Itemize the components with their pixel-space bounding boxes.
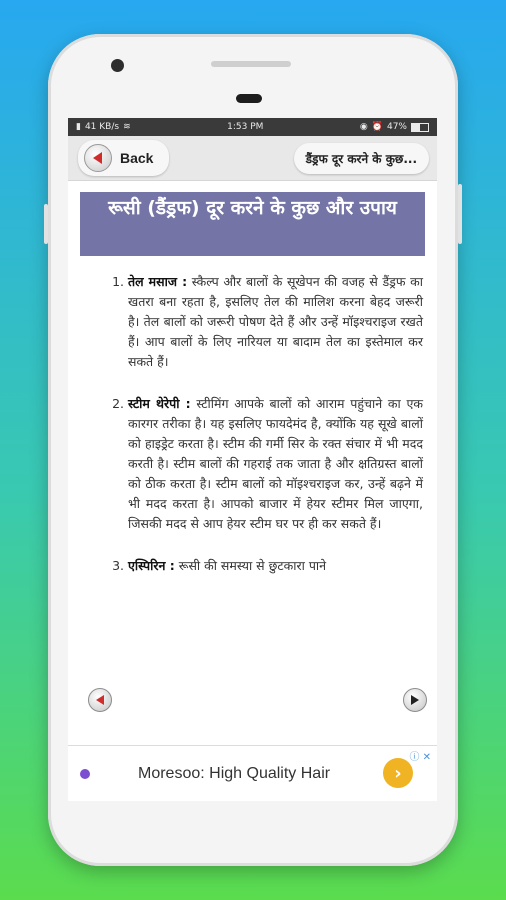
article-content[interactable] [68,256,437,576]
network-speed: 41 KB/s [84,122,120,132]
signal-icon: ▮ [76,122,81,132]
back-label: Back [120,150,154,166]
back-button[interactable] [78,140,169,176]
front-camera [111,59,124,72]
status-bar [68,118,437,136]
tips-list [110,272,423,576]
proximity-sensor [236,94,262,103]
battery-icon [411,123,429,132]
back-arrow-icon [84,144,112,172]
eye-icon: ◉ [359,122,368,132]
clock: 1:53 PM [227,122,264,132]
list-item [128,394,423,534]
ad-info-icon[interactable]: ⓘ ✕ [409,752,431,763]
item-term: तेल मसाज : [128,274,188,289]
screen [68,118,437,801]
next-page-button[interactable] [403,688,427,712]
item-text: स्कैल्प और बालों के सूखेपन की वजह से डैंड्रफ का खतरा बना रहता है, इसलिए तेल की मालिश करना बेहद जरूरी है। तेल बालों को जरूरी पोषण देते हैं और उन्हें मॉइश्चराइज रखते हैं। आप बालों के लिए नारियल या बादाम तेल का इस्तेमाल कर सकते हैं। [128,274,423,369]
phone-side-button [44,204,48,244]
item-text: स्टीमिंग आपके बालों को आराम पहुंचाने का एक कारगर तरीका है। यह इसलिए फायदेमंद है, क्योंकि यह सूखे बालों को हाइड्रेट करता है। स्टीम की गर्मी सिर के रक्त संचार में भी मदद करती है। स्टीम बालों की गहराई तक जाता है और क्षतिग्रस्त बालों को ठीक करता है। स्टीम बालों को मॉइश्चराइज कर, उन्हें बढ़ने में भी मदद करता है। आपको बाजार में हेयर स्टीमर मिल जाएगा, जिसकी मदद से आप हेयर स्टीम घर पर ही कर सकते हैं। [128,396,424,531]
list-item [128,556,423,576]
item-term: एस्पिरिन : [128,558,175,573]
earpiece-speaker [211,61,291,67]
previous-icon [94,694,106,706]
phone-volume-button [458,184,462,244]
phone-frame [48,34,458,866]
article-heading: रूसी (डैंड्रफ) दूर करने के कुछ और उपाय [80,192,425,256]
next-icon [409,694,421,706]
list-item [128,272,423,372]
alarm-icon: ⏰ [371,122,383,132]
item-text: रूसी की समस्या से छुटकारा पाने [178,558,327,573]
page-title: डैंड्रफ दूर करने के कुछ... [294,143,429,174]
previous-page-button[interactable] [88,688,112,712]
app-bar [68,136,437,181]
ad-brand-logo [80,767,116,781]
item-term: स्टीम थेरेपी : [128,396,191,411]
ad-banner[interactable] [68,745,437,801]
wifi-icon: ≋ [123,122,131,132]
ad-open-button[interactable]: › [383,758,413,788]
ad-headline[interactable]: Moresoo: High Quality Hair [138,764,331,782]
battery-percent: 47% [386,122,407,132]
